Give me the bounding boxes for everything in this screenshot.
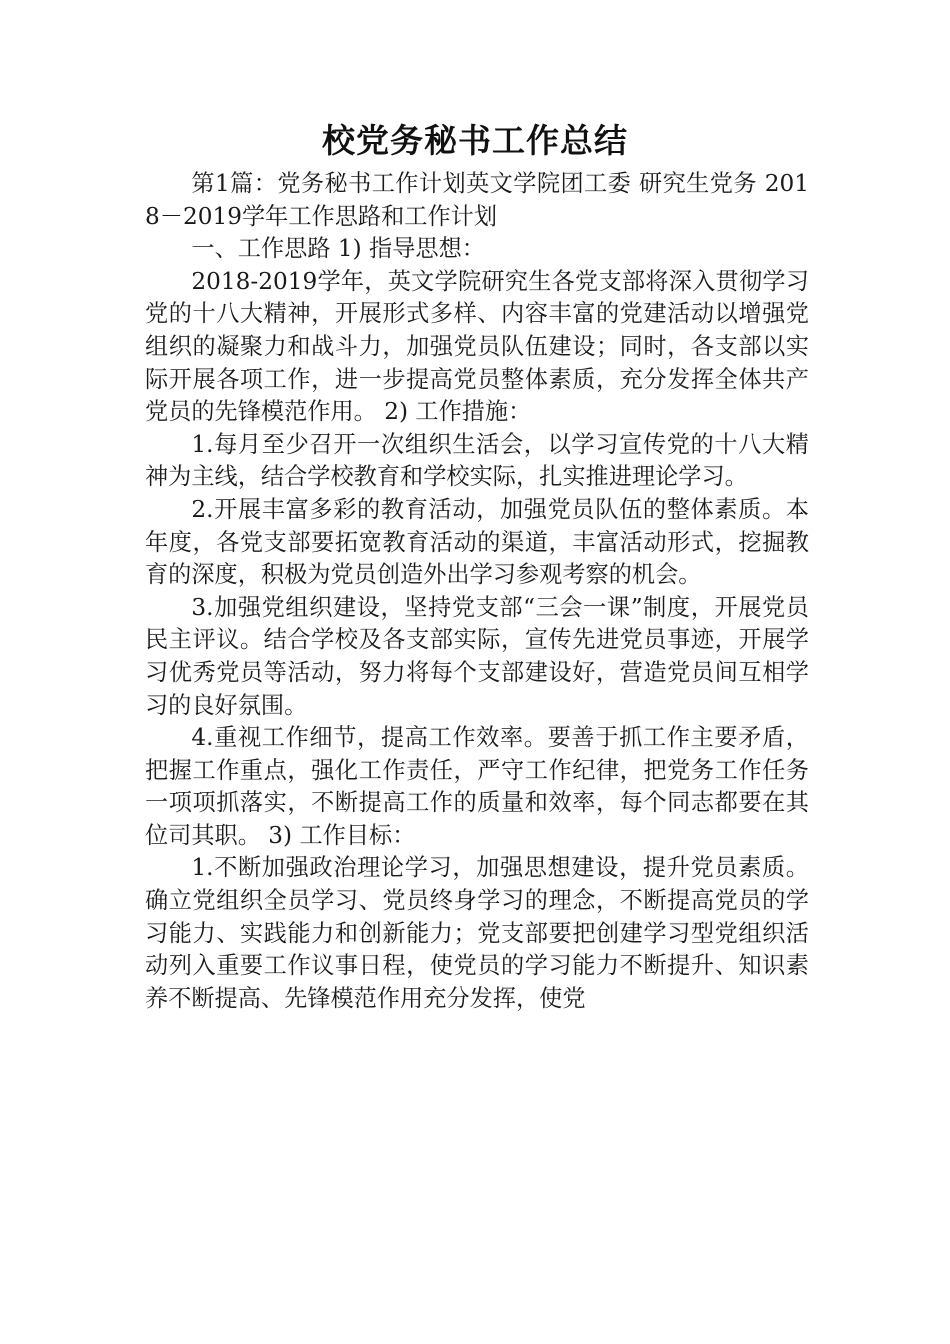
paragraph-measure-1: 1.每月至少召开一次组织生活会，以学习宣传党的十八大精神为主线，结合学校教育和学校实际，扎实推进理论学习。 [145,430,809,491]
paragraph-guiding-thought: 2018-2019学年，英文学院研究生各党支部将深入贯彻学习党的十八大精神，开展形式多样、内容丰富的党建活动以增强党组织的凝聚力和战斗力，加强党员队伍建设；同时，各支部以实际开展各项工作，进一步提高党员整体素质，充分发挥全体共产党员的先锋模范作用。 2) 工作措施： [145,267,809,426]
paragraph-chapter-heading: 第1篇：党务秘书工作计划英文学院团工委 研究生党务 2018－2019学年工作思路和工作计划 [145,170,809,230]
paragraph-measure-3: 3.加强党组织建设，坚持党支部“三会一课”制度，开展党员民主评议。结合学校及各支部实际，宣传先进党员事迹，开展学习优秀党员等活动，努力将每个支部建设好，营造党员间互相学习的良好氛围。 [145,593,809,719]
paragraph-goal-1: 1.不断加强政治理论学习，加强思想建设，提升党员素质。 确立党组织全员学习、党员终身学习的理念，不断提高党员的学习能力、实践能力和创新能力；党支部要把创建学习型党组织活动列入重要工作议事日程，使党员的学习能力不断提升、知识素养不断提高、先锋模范作用充分发挥，使党 [145,854,809,1012]
document-body [145,168,809,1015]
paragraph-section-heading: 一、工作思路 1) 指导思想： [191,235,485,263]
document-title: 校党务秘书工作总结 [322,121,628,160]
paragraph-measure-4: 4.重视工作细节，提高工作效率。要善于抓工作主要矛盾，把握工作重点，强化工作责任，严守工作纪律，把党务工作任务一项项抓落实，不断提高工作的质量和效率，每个同志都要在其位司其职。 3) 工作目标： [145,724,809,849]
paragraph-measure-2: 2.开展丰富多彩的教育活动，加强党员队伍的整体素质。本年度，各党支部要拓宽教育活动的渠道，丰富活动形式，挖掘教育的深度，积极为党员创造外出学习参观考察的机会。 [145,495,809,589]
